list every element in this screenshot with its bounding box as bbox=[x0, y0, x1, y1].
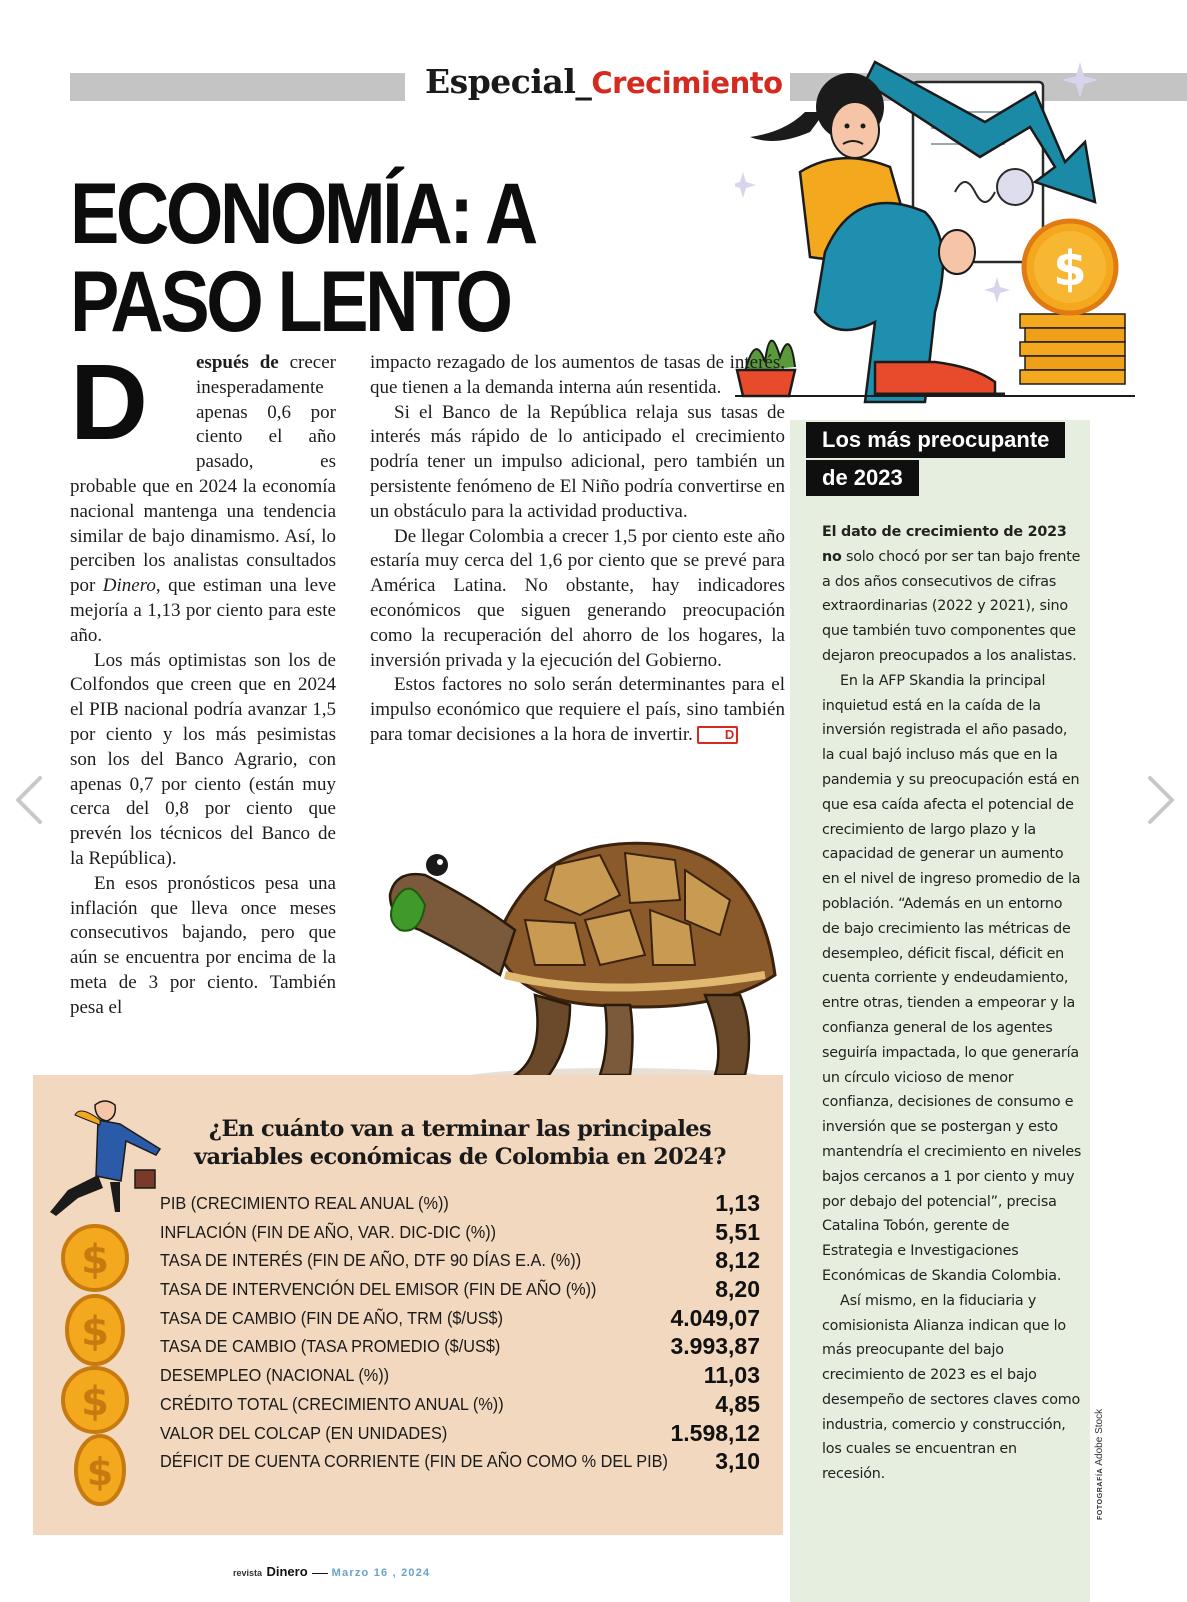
indicator-value: 3,10 bbox=[715, 1448, 760, 1475]
indicator-label: TASA DE INTERVENCIÓN DEL EMISOR (FIN DE AÑO (%)) bbox=[160, 1279, 597, 1300]
photo-credit-label: FOTOGRAFÍA bbox=[1097, 1467, 1104, 1520]
indicator-value: 3.993,87 bbox=[670, 1333, 760, 1360]
drop-cap: D bbox=[70, 341, 148, 462]
indicator-label: CRÉDITO TOTAL (CRECIMIENTO ANUAL (%)) bbox=[160, 1393, 504, 1414]
indicator-value: 8,20 bbox=[715, 1276, 760, 1303]
forecast-table bbox=[160, 1190, 760, 1477]
indicator-label: INFLACIÓN (FIN DE AÑO, VAR. DIC-DIC (%)) bbox=[160, 1221, 497, 1242]
sidebar-paragraph: El dato de crecimiento de 2023 no solo chocó por ser tan bajo frente a dos años consecutivos de cifras extraordinarias (2022 y 2021), sino que también tuvo componentes que dejaron preocupados a los analistas. bbox=[822, 524, 1081, 664]
footer-prefix: revista bbox=[233, 1568, 263, 1578]
table-row bbox=[160, 1362, 760, 1391]
indicator-value: 4,85 bbox=[715, 1390, 760, 1417]
article-paragraph: D espués de crecer inesperadamente apenas 0,6 por ciento el año pasado, es probable que en 2024 la economía nacional mantenga una tendencia similar de bajo dinamismo. Así, lo perciben los analistas consultados por Dinero, que estiman una leve mejoría a 1,13 por ciento para este año. bbox=[70, 341, 336, 646]
indicator-value: 11,03 bbox=[703, 1362, 760, 1389]
footer-rule bbox=[312, 1573, 328, 1574]
article-title bbox=[70, 166, 620, 350]
article-column-1 bbox=[70, 341, 336, 1021]
indicator-value: 5,51 bbox=[715, 1218, 760, 1245]
title-line-1: ECONOMÍA: A bbox=[70, 166, 535, 262]
next-page-chevron-icon[interactable] bbox=[1140, 770, 1180, 830]
coin-dollar-icon: $ bbox=[81, 1237, 109, 1283]
section-name: Especial bbox=[425, 62, 576, 101]
section-separator: _ bbox=[575, 62, 592, 101]
section-label bbox=[425, 62, 783, 101]
sidebar-title-line-1: Los más preocupante bbox=[806, 422, 1065, 458]
businessman-on-coins-illustration bbox=[40, 1090, 170, 1510]
indicator-label: VALOR DEL COLCAP (EN UNIDADES) bbox=[160, 1422, 448, 1443]
previous-page-chevron-icon[interactable] bbox=[10, 770, 50, 830]
table-row bbox=[160, 1276, 760, 1305]
indicator-label: TASA DE CAMBIO (FIN DE AÑO, TRM ($/US$) bbox=[160, 1307, 504, 1328]
sidebar-paragraph: Así mismo, en la fiduciaria y comisionista Alianza indican que lo más preocupante del bajo crecimiento de 2023 es el bajo desempeño de sectores claves como industria, comercio y construcción, los cuales se encuentran en recesión. bbox=[822, 1292, 1081, 1483]
table-row bbox=[160, 1219, 760, 1248]
table-row bbox=[160, 1247, 760, 1276]
subsection-name: Crecimiento bbox=[591, 66, 783, 100]
footer-date: Marzo 16 , 2024 bbox=[331, 1567, 431, 1579]
sidebar-lead-in: El dato de crecimiento de 2023 no bbox=[822, 524, 1067, 565]
indicator-value: 1.598,12 bbox=[670, 1419, 760, 1446]
table-row bbox=[160, 1420, 760, 1449]
article-paragraph: De llegar Colombia a crecer 1,5 por ciento este año estaría muy cerca del 1,6 por ciento que se prevé para América Latina. No obstante, hay indicadores económicos que siguen generando preocupación como la recuperación del ahorro de los hogares, la inversión privada y la ejecución del Gobierno. bbox=[370, 525, 785, 671]
coin-dollar-icon: $ bbox=[86, 1450, 114, 1494]
indicator-label: TASA DE CAMBIO (TASA PROMEDIO ($/US$) bbox=[160, 1336, 501, 1357]
indicator-label: TASA DE INTERÉS (FIN DE AÑO, DTF 90 DÍAS E.A. (%)) bbox=[160, 1250, 582, 1271]
lead-in: espués de bbox=[196, 352, 279, 373]
sidebar-paragraph: En la AFP Skandia la principal inquietud está en la caída de la inversión registrada el año pasado, la cual bajó incluso más que en la pandemia y su preocupación está en que esa caída afecta el potencial de crecimiento de largo plazo y la capacidad de generar un aumento en el nivel de ingreso promedio de la población. “Además en un entorno de bajo crecimiento las métricas de desempleo, déficit fiscal, déficit en cuenta corriente y endeudamiento, entre otras, tienden a empeorar y la confianza general de los agentes seguiría impactada, lo que generaría un círculo vicioso de menor confianza, decisiones de consumo e inversión que se postergan y esto mantendría el crecimiento en niveles bajos cercanos a 1 por ciento y muy por debajo del potencial”, precisa Catalina Tobón, gerente de Estrategia e Investigaciones Económicas de Skandia Colombia. bbox=[822, 672, 1082, 1284]
indicator-label: DÉFICIT DE CUENTA CORRIENTE (FIN DE AÑO COMO % DEL PIB) bbox=[160, 1451, 668, 1472]
article-paragraph: Los más optimistas son los de Colfondos que creen que en 2024 el PIB nacional podría avanzar 1,5 por ciento y los más pesimistas son los del Banco Agrario, con apenas 0,7 por ciento (están muy cerca del 0,8 por ciento que prevén los técnicos del Banco de la República). bbox=[70, 649, 336, 869]
indicator-label: DESEMPLEO (NACIONAL (%)) bbox=[160, 1365, 390, 1386]
header-rule-left bbox=[70, 73, 405, 101]
article-paragraph: Estos factores no solo serán determinantes para el impulso económico que requiere el país, sino también para tomar decisiones a la hora de invertir. D bbox=[370, 674, 785, 745]
article-paragraph: Si el Banco de la República relaja sus tasas de interés más rápido de lo anticipado el crecimiento podría tener un impulso adicional, pero también un persistente fenómeno de El Niño podría convertirse en un obstáculo para la actividad productiva. bbox=[370, 401, 785, 522]
sidebar-title-line-2: de 2023 bbox=[806, 460, 919, 496]
title-line-2: PASO LENTO bbox=[70, 254, 510, 350]
table-row bbox=[160, 1333, 760, 1362]
sidebar-title bbox=[806, 422, 1065, 498]
article-paragraph: En esos pronósticos pesa una inflación que lleva once meses consecutivos bajando, pero que aún se encuentra por encima de la meta de 3 por ciento. También pesa el bbox=[70, 872, 336, 1018]
turtle-photo bbox=[385, 825, 785, 1095]
table-row bbox=[160, 1305, 760, 1334]
sidebar-body bbox=[822, 520, 1082, 1487]
indicator-label: PIB (CRECIMIENTO REAL ANUAL (%)) bbox=[160, 1193, 449, 1213]
article-paragraph: impacto rezagado de los aumentos de tasas de interés, que tienen a la demanda interna aún resentida. bbox=[370, 352, 785, 398]
coin-dollar-icon: $ bbox=[1053, 241, 1087, 297]
worried-woman-illustration bbox=[735, 52, 1155, 422]
coin-dollar-icon: $ bbox=[81, 1309, 109, 1355]
table-row bbox=[160, 1448, 760, 1477]
table-row bbox=[160, 1190, 760, 1219]
photo-credit-value: Adobe Stock bbox=[1094, 1408, 1105, 1466]
indicator-value: 8,12 bbox=[715, 1247, 760, 1274]
end-mark-logo-icon: D bbox=[697, 726, 738, 744]
indicator-value: 1,13 bbox=[715, 1190, 760, 1216]
indicator-value: 4.049,07 bbox=[670, 1304, 760, 1331]
table-row bbox=[160, 1391, 760, 1420]
forecast-table-title: ¿En cuánto van a terminar las principales variables económicas de Colombia en 2024? bbox=[194, 1116, 726, 1170]
footer-magazine: Dinero bbox=[266, 1564, 308, 1579]
page-footer bbox=[233, 1563, 430, 1581]
coin-dollar-icon: $ bbox=[81, 1379, 109, 1425]
article-column-2 bbox=[370, 351, 785, 748]
photo-credit bbox=[1094, 1409, 1105, 1520]
magazine-reference: Dinero bbox=[102, 575, 156, 597]
